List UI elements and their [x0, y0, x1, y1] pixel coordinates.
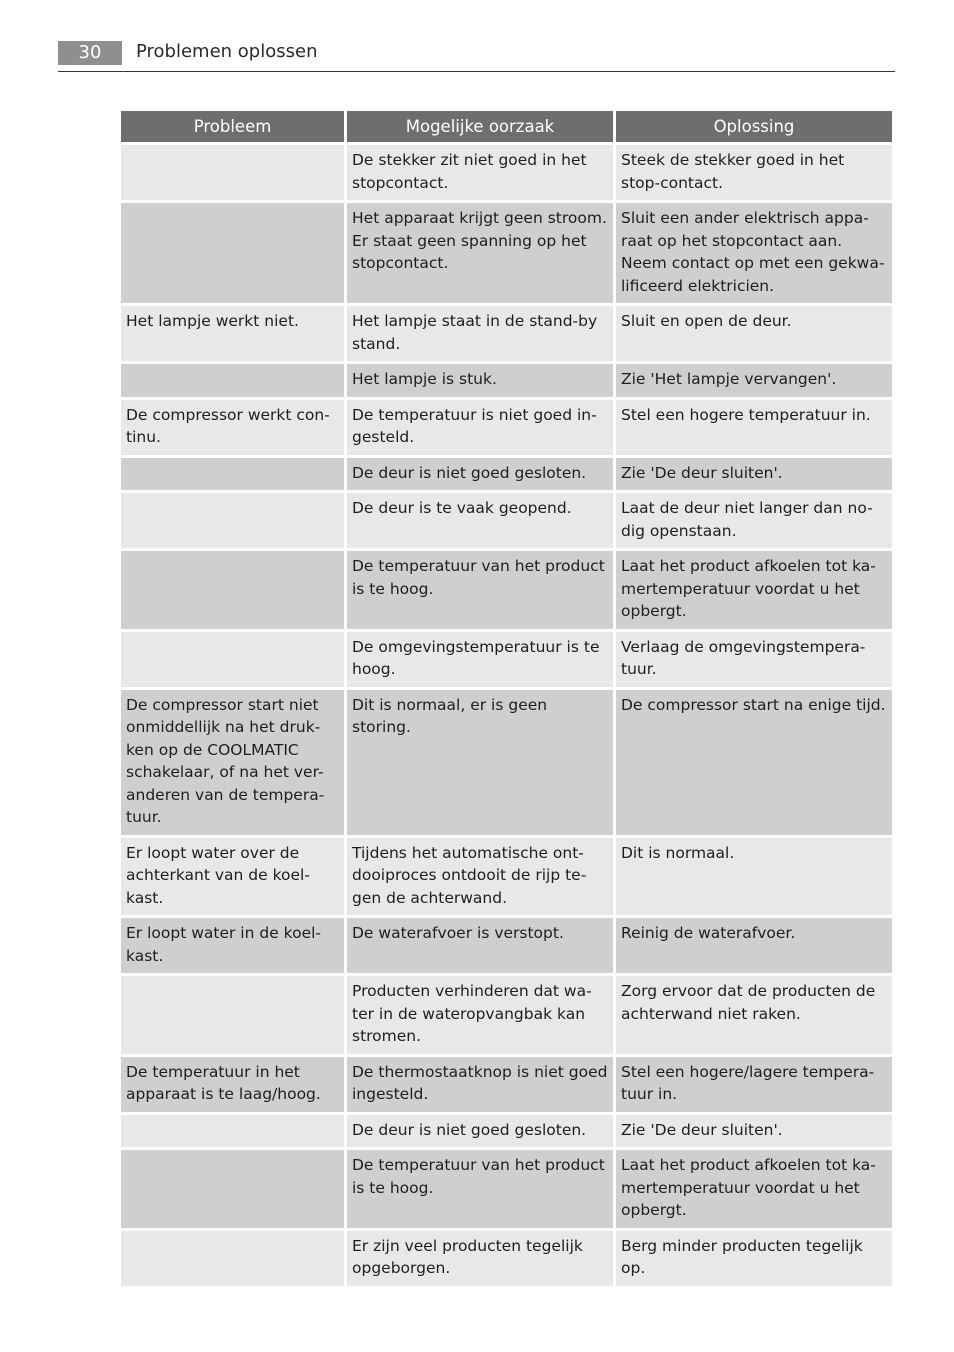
solution-cell: Laat het product afkoelen tot ka-mertemperatuur voordat u het opbergt. — [616, 1150, 892, 1228]
problem-cell: Het lampje werkt niet. — [121, 306, 344, 361]
table-row — [121, 1057, 892, 1112]
page-number: 30 — [58, 41, 122, 65]
table-row — [121, 400, 892, 455]
cause-cell: Het apparaat krijgt geen stroom. Er staat geen spanning op het stopcontact. — [347, 203, 613, 303]
solution-cell: De compressor start na enige tijd. — [616, 690, 892, 835]
solution-cell: Stel een hogere/lagere tempera-tuur in. — [616, 1057, 892, 1112]
solution-cell: Steek de stekker goed in het stop-contact. — [616, 145, 892, 200]
table-row — [121, 145, 892, 200]
cause-cell: Tijdens het automatische ont-dooiproces ontdooit de rijp te-gen de achterwand. — [347, 838, 613, 916]
problem-cell: Er loopt water in de koel-kast. — [121, 918, 344, 973]
solution-cell: Dit is normaal. — [616, 838, 892, 916]
problem-cell — [121, 632, 344, 687]
cause-cell: De waterafvoer is verstopt. — [347, 918, 613, 973]
cause-cell: De omgevingstemperatuur is te hoog. — [347, 632, 613, 687]
table-row — [121, 306, 892, 361]
column-header-problem: Probleem — [121, 111, 344, 142]
troubleshooting-table — [118, 108, 895, 1289]
cause-cell: De temperatuur van het product is te hoog. — [347, 551, 613, 629]
table-row — [121, 918, 892, 973]
cause-cell: Dit is normaal, er is geen storing. — [347, 690, 613, 835]
problem-cell — [121, 1231, 344, 1286]
table-row — [121, 364, 892, 397]
solution-cell: Zie 'Het lampje vervangen'. — [616, 364, 892, 397]
problem-cell — [121, 145, 344, 200]
table-row — [121, 1231, 892, 1286]
table-row — [121, 838, 892, 916]
section-title: Problemen oplossen — [136, 41, 318, 62]
solution-cell: Sluit een ander elektrisch appa-raat op het stopcontact aan. Neem contact op met een gekwa-lificeerd elektricien. — [616, 203, 892, 303]
table-header-row — [121, 111, 892, 142]
solution-cell: Laat het product afkoelen tot ka-mertemperatuur voordat u het opbergt. — [616, 551, 892, 629]
cause-cell: De deur is niet goed gesloten. — [347, 458, 613, 491]
column-header-cause: Mogelijke oorzaak — [347, 111, 613, 142]
solution-cell: Zie 'De deur sluiten'. — [616, 1115, 892, 1148]
cause-cell: De deur is te vaak geopend. — [347, 493, 613, 548]
problem-cell — [121, 458, 344, 491]
table-row — [121, 458, 892, 491]
table-row — [121, 551, 892, 629]
problem-cell — [121, 976, 344, 1054]
problem-cell — [121, 364, 344, 397]
solution-cell: Zie 'De deur sluiten'. — [616, 458, 892, 491]
cause-cell: De thermostaatknop is niet goed ingesteld. — [347, 1057, 613, 1112]
cause-cell: De stekker zit niet goed in het stopcontact. — [347, 145, 613, 200]
problem-cell — [121, 551, 344, 629]
solution-cell: Laat de deur niet langer dan no-dig openstaan. — [616, 493, 892, 548]
problem-cell: De temperatuur in het apparaat is te laag/hoog. — [121, 1057, 344, 1112]
solution-cell: Stel een hogere temperatuur in. — [616, 400, 892, 455]
solution-cell: Verlaag de omgevingstempera-tuur. — [616, 632, 892, 687]
problem-cell: De compressor werkt con-tinu. — [121, 400, 344, 455]
problem-cell — [121, 1115, 344, 1148]
table-row — [121, 1115, 892, 1148]
problem-cell: De compressor start niet onmiddellijk na het druk-ken op de COOLMATIC schakelaar, of na het ver-anderen van de tempera-tuur. — [121, 690, 344, 835]
solution-cell: Berg minder producten tegelijk op. — [616, 1231, 892, 1286]
table-row — [121, 1150, 892, 1228]
solution-cell: Zorg ervoor dat de producten de achterwand niet raken. — [616, 976, 892, 1054]
table-row — [121, 976, 892, 1054]
problem-cell — [121, 203, 344, 303]
solution-cell: Reinig de waterafvoer. — [616, 918, 892, 973]
cause-cell: Het lampje staat in de stand-by stand. — [347, 306, 613, 361]
problem-cell — [121, 493, 344, 548]
cause-cell: Er zijn veel producten tegelijk opgeborgen. — [347, 1231, 613, 1286]
problem-cell: Er loopt water over de achterkant van de koel-kast. — [121, 838, 344, 916]
table-row — [121, 632, 892, 687]
cause-cell: De deur is niet goed gesloten. — [347, 1115, 613, 1148]
cause-cell: De temperatuur is niet goed in-gesteld. — [347, 400, 613, 455]
solution-cell: Sluit en open de deur. — [616, 306, 892, 361]
column-header-solution: Oplossing — [616, 111, 892, 142]
table-row — [121, 493, 892, 548]
cause-cell: Het lampje is stuk. — [347, 364, 613, 397]
problem-cell — [121, 1150, 344, 1228]
page-header — [58, 40, 895, 72]
cause-cell: Producten verhinderen dat wa-ter in de wateropvangbak kan stromen. — [347, 976, 613, 1054]
table-row — [121, 203, 892, 303]
table-row — [121, 690, 892, 835]
cause-cell: De temperatuur van het product is te hoog. — [347, 1150, 613, 1228]
table-body — [121, 145, 892, 1286]
